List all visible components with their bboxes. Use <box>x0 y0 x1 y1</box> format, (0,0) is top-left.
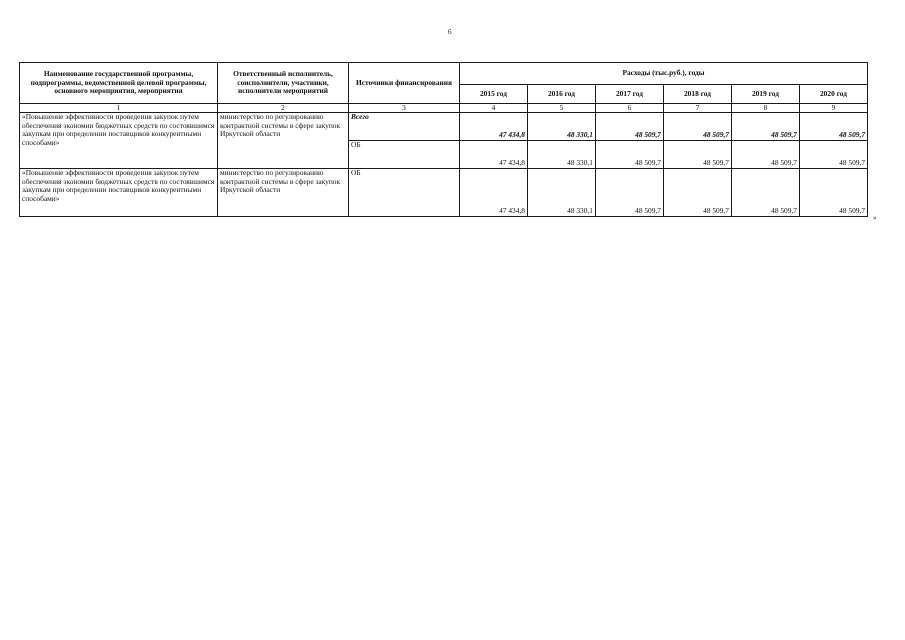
expense-value-cell: 48 330,1 <box>528 169 596 217</box>
column-number: 7 <box>664 104 732 113</box>
header-year: 2017 год <box>596 85 664 104</box>
header-year: 2016 год <box>528 85 596 104</box>
closing-quote-mark: » <box>873 214 877 222</box>
page-number: 6 <box>448 28 452 36</box>
expense-value-cell: 48 509,7 <box>596 113 664 141</box>
expense-value-cell: 48 509,7 <box>800 113 868 141</box>
expense-value-cell: 48 509,7 <box>664 113 732 141</box>
column-number-row <box>20 104 868 113</box>
header-year: 2018 год <box>664 85 732 104</box>
expense-value-cell: 47 434,8 <box>460 113 528 141</box>
header-executor: Ответственный исполнитель, соисполнители, участники, исполнители мероприятий <box>218 63 349 104</box>
expense-value-cell: 48 509,7 <box>596 169 664 217</box>
table-row <box>20 169 868 217</box>
executor-cell: министерство по регулированию контрактной системы в сфере закупок Иркутской области <box>218 169 349 217</box>
table-header-row <box>20 63 868 85</box>
expense-value-cell: 47 434,8 <box>460 169 528 217</box>
expense-value-cell: 48 509,7 <box>664 169 732 217</box>
program-name-cell: «Повышение эффективности проведения закупок путем обеспечения экономии бюджетных средств по состоявшимся закупкам при определении поставщиков конкурентными способами» <box>20 169 218 217</box>
funding-source-cell: ОБ <box>349 169 460 217</box>
program-name-cell: «Повышение эффективности проведения закупок путем обеспечения экономии бюджетных средств по состоявшимся закупкам при определении поставщиков конкурентными способами» <box>20 113 218 169</box>
column-number: 6 <box>596 104 664 113</box>
header-year: 2015 год <box>460 85 528 104</box>
column-number: 5 <box>528 104 596 113</box>
expense-value-cell: 48 509,7 <box>596 141 664 169</box>
header-source: Источники финансирования <box>349 63 460 104</box>
executor-cell: министерство по регулированию контрактной системы в сфере закупок Иркутской области <box>218 113 349 169</box>
budget-table <box>19 62 868 217</box>
expense-value-cell: 48 509,7 <box>732 113 800 141</box>
expense-value-cell: 48 509,7 <box>800 141 868 169</box>
column-number: 4 <box>460 104 528 113</box>
expense-value-cell: 48 509,7 <box>664 141 732 169</box>
expense-value-cell: 47 434,8 <box>460 141 528 169</box>
column-number: 9 <box>800 104 868 113</box>
expense-value-cell: 48 509,7 <box>800 169 868 217</box>
funding-source-cell: Всего <box>349 113 460 141</box>
expense-value-cell: 48 509,7 <box>732 169 800 217</box>
column-number: 1 <box>20 104 218 113</box>
column-number: 2 <box>218 104 349 113</box>
header-expenses: Расходы (тыс.руб.), годы <box>460 63 868 85</box>
expense-value-cell: 48 330,1 <box>528 141 596 169</box>
column-number: 3 <box>349 104 460 113</box>
header-year: 2020 год <box>800 85 868 104</box>
header-program: Наименование государственной программы, подпрограммы, ведомственной целевой программы, основного мероприятия, мероприятия <box>20 63 218 104</box>
funding-source-cell: ОБ <box>349 141 460 169</box>
expense-value-cell: 48 330,1 <box>528 113 596 141</box>
column-number: 8 <box>732 104 800 113</box>
table-row <box>20 113 868 141</box>
header-year: 2019 год <box>732 85 800 104</box>
expense-value-cell: 48 509,7 <box>732 141 800 169</box>
